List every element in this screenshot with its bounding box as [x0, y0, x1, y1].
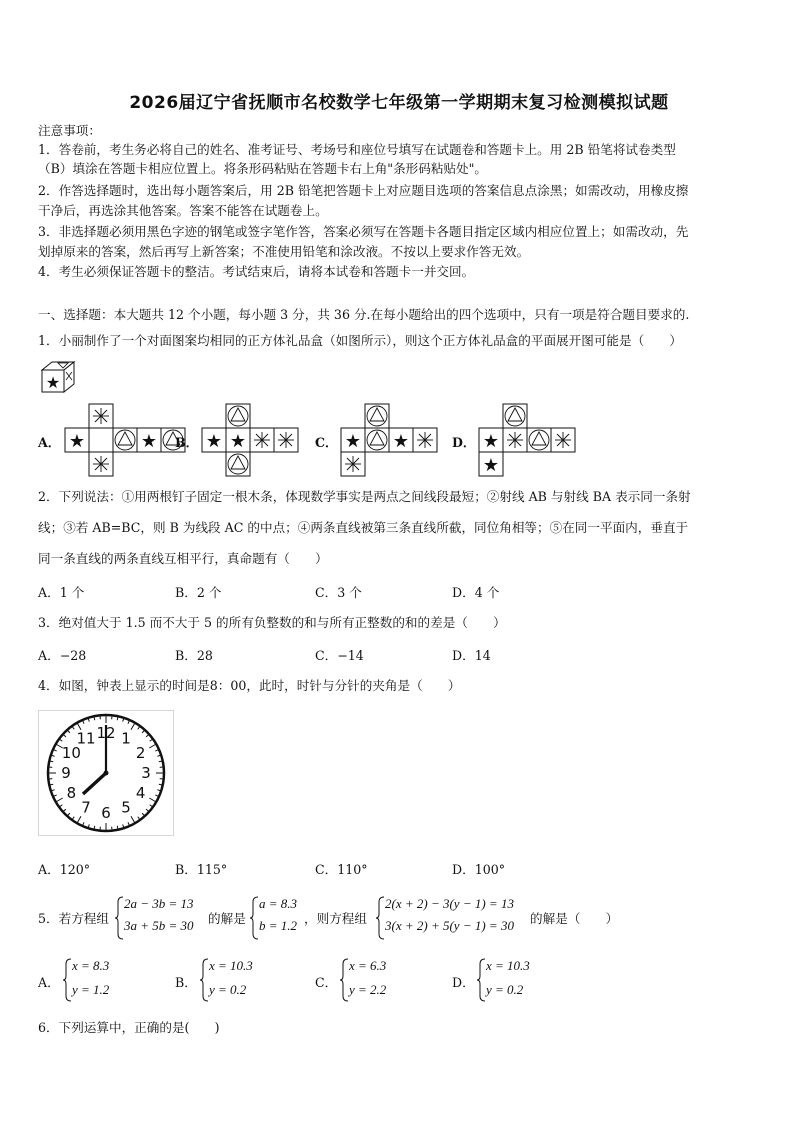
option-label: D． — [452, 975, 475, 990]
svg-text:★: ★ — [45, 373, 61, 392]
question-5-suffix: 的解是（ ） — [530, 911, 619, 926]
q2-option-b[interactable]: B．2 个 — [175, 585, 222, 600]
clock-numeral: 9 — [61, 764, 71, 782]
left-brace — [249, 896, 259, 940]
q5-option-d-eq[interactable]: y = 0.2 — [486, 982, 524, 997]
clock-numeral: 11 — [76, 729, 96, 748]
svg-text:★: ★ — [344, 431, 362, 452]
svg-text:★: ★ — [205, 431, 223, 452]
question-5-prefix: 5．若方程组 — [38, 911, 109, 926]
question-2-line: 2．下列说法：①用两根钉子固定一根木条，体现数学事实是两点之间线段最短；②射线 AB 与射线 BA 表示同一条射 — [38, 489, 691, 504]
q3-option-b[interactable]: B．28 — [175, 648, 213, 663]
clock-tick — [50, 761, 53, 762]
clock-tick — [159, 784, 162, 785]
svg-text:★: ★ — [482, 455, 500, 476]
question-6-stem: 6．下列运算中，正确的是( ) — [38, 1020, 220, 1035]
clock-numeral: 8 — [66, 784, 77, 802]
q3-option-a[interactable]: A．−28 — [38, 648, 87, 663]
notice-line: （B）填涂在答题卡相应位置上。将条形码粘贴在答题卡右上角"条形码粘贴处"。 — [38, 161, 488, 176]
q2-option-a[interactable]: A．1 个 — [38, 585, 85, 600]
left-brace — [339, 958, 349, 1002]
clock-tick — [117, 826, 118, 829]
q2-option-d[interactable]: D．4 个 — [452, 585, 500, 600]
notice-line: 干净后，再选涂其他答案。答案不能答在试题卷上。 — [38, 203, 328, 218]
question-2-line: 线；③若 AB=BC，则 B 为线段 AC 的中点；④两条直线被第三条直线所截，同位角相等；⑤在同一平面内，垂直于 — [38, 520, 689, 535]
left-brace — [476, 958, 486, 1002]
net-option-b[interactable] — [201, 402, 301, 478]
left-brace — [199, 958, 209, 1002]
solution-1-eq: b = 1.2 — [259, 918, 298, 933]
q5-option-a-eq[interactable]: x = 8.3 — [72, 958, 110, 973]
q5-option-d-eq[interactable]: x = 10.3 — [486, 958, 530, 973]
system-1-eq: 3a + 5b = 30 — [124, 918, 194, 933]
left-brace — [375, 896, 385, 940]
svg-text:★: ★ — [68, 431, 86, 452]
question-5-text: 的解是 — [208, 911, 246, 926]
clock-numeral: 7 — [81, 798, 91, 817]
question-1-stem: 1．小丽制作了一个对面图案均相同的正方体礼品盒（如图所示），则这个正方体礼品盒的平面展开图可能是（ ） — [38, 333, 682, 348]
option-label: A． — [38, 435, 61, 450]
question-5-text: ，则方程组 — [304, 911, 367, 926]
clock-tick — [117, 717, 118, 720]
q4-option-d[interactable]: D．100° — [452, 862, 506, 877]
clock-tick — [94, 826, 95, 829]
clock-numeral: 2 — [135, 744, 146, 762]
q3-option-d[interactable]: D．14 — [452, 648, 491, 663]
q5-option-a-eq[interactable]: y = 1.2 — [72, 982, 110, 997]
clock-numeral: 10 — [61, 744, 81, 762]
solution-1-eq: a = 8.3 — [259, 896, 298, 911]
clock-numeral: 12 — [96, 724, 116, 742]
q4-option-b[interactable]: B．115° — [175, 862, 228, 877]
svg-text:★: ★ — [482, 431, 500, 452]
section-heading: 一、选择题：本大题共 12 个小题，每小题 3 分，共 36 分.在每小题给出的四个选项中，只有一项是符合题目要求的. — [38, 307, 690, 322]
notice-line: 4．考生必须保证答题卡的整洁。考试结束后，请将本试卷和答题卡一并交回。 — [38, 264, 475, 279]
net-option-c[interactable] — [340, 402, 440, 478]
question-3-stem: 3．绝对值大于 1.5 而不大于 5 的所有负整数的和与所有正整数的和的差是（ ） — [38, 615, 506, 630]
clock-tick — [159, 761, 162, 762]
clock-figure — [38, 710, 174, 836]
cube-figure — [40, 360, 76, 394]
option-label: B． — [175, 975, 197, 990]
option-label: C． — [315, 975, 338, 990]
option-label: B． — [175, 435, 199, 450]
q5-option-b-eq[interactable]: y = 0.2 — [209, 982, 247, 997]
notice-line: 3．非选择题必须用黑色字迹的钢笔或签字笔作答，答案必须写在答题卡各题目指定区域内相应位置上；如需改动，先 — [38, 224, 689, 239]
option-label: A． — [38, 975, 60, 990]
clock-numeral: 4 — [135, 784, 146, 802]
net-option-a[interactable] — [64, 402, 188, 478]
clock-numeral: 6 — [101, 804, 111, 822]
q2-option-c[interactable]: C．3 个 — [315, 585, 362, 600]
clock-tick — [94, 717, 95, 720]
left-brace — [62, 958, 72, 1002]
q5-option-c-eq[interactable]: x = 6.3 — [349, 958, 387, 973]
svg-text:★: ★ — [140, 431, 158, 452]
q4-option-a[interactable]: A．120° — [38, 862, 91, 877]
system-2-eq: 2(x + 2) − 3(y − 1) = 13 — [385, 896, 514, 911]
clock-numeral: 3 — [141, 764, 151, 782]
option-label: D． — [452, 435, 476, 450]
notice-line: 1．答卷前，考生务必将自己的姓名、准考证号、考场号和座位号填写在试题卷和答题卡上。用 2B 铅笔将试卷类型 — [38, 142, 676, 157]
option-label: C． — [315, 435, 338, 450]
svg-text:★: ★ — [392, 431, 410, 452]
notice-heading: 注意事项： — [38, 123, 101, 138]
clock-numeral: 1 — [121, 729, 131, 748]
question-4-stem: 4．如图，钟表上显示的时间是8：00，此时，时针与分针的夹角是（ ） — [38, 678, 461, 693]
system-2-eq: 3(x + 2) + 5(y − 1) = 30 — [385, 918, 514, 933]
svg-text:★: ★ — [229, 431, 247, 452]
net-option-d[interactable] — [478, 402, 578, 478]
clock-tick — [50, 784, 53, 785]
notice-line: 划掉原来的答案，然后再写上新答案；不准使用铅笔和涂改液。不按以上要求作答无效。 — [38, 244, 530, 259]
q5-option-b-eq[interactable]: x = 10.3 — [209, 958, 253, 973]
notice-line: 2．作答选择题时，选出每小题答案后，用 2B 铅笔把答题卡上对应题目选项的答案信息点涂黑；如需改动，用橡皮擦 — [38, 183, 689, 198]
q5-option-c-eq[interactable]: y = 2.2 — [349, 982, 387, 997]
system-1-eq: 2a − 3b = 13 — [124, 896, 194, 911]
q4-option-c[interactable]: C．110° — [315, 862, 368, 877]
page-title: 2026届辽宁省抚顺市名校数学七年级第一学期期末复习检测模拟试题 — [129, 93, 669, 113]
q3-option-c[interactable]: C．−14 — [315, 648, 364, 663]
clock-numeral: 5 — [121, 798, 131, 817]
question-2-line: 同一条直线的两条直线互相平行，真命题有（ ） — [38, 551, 328, 566]
left-brace — [114, 896, 124, 940]
